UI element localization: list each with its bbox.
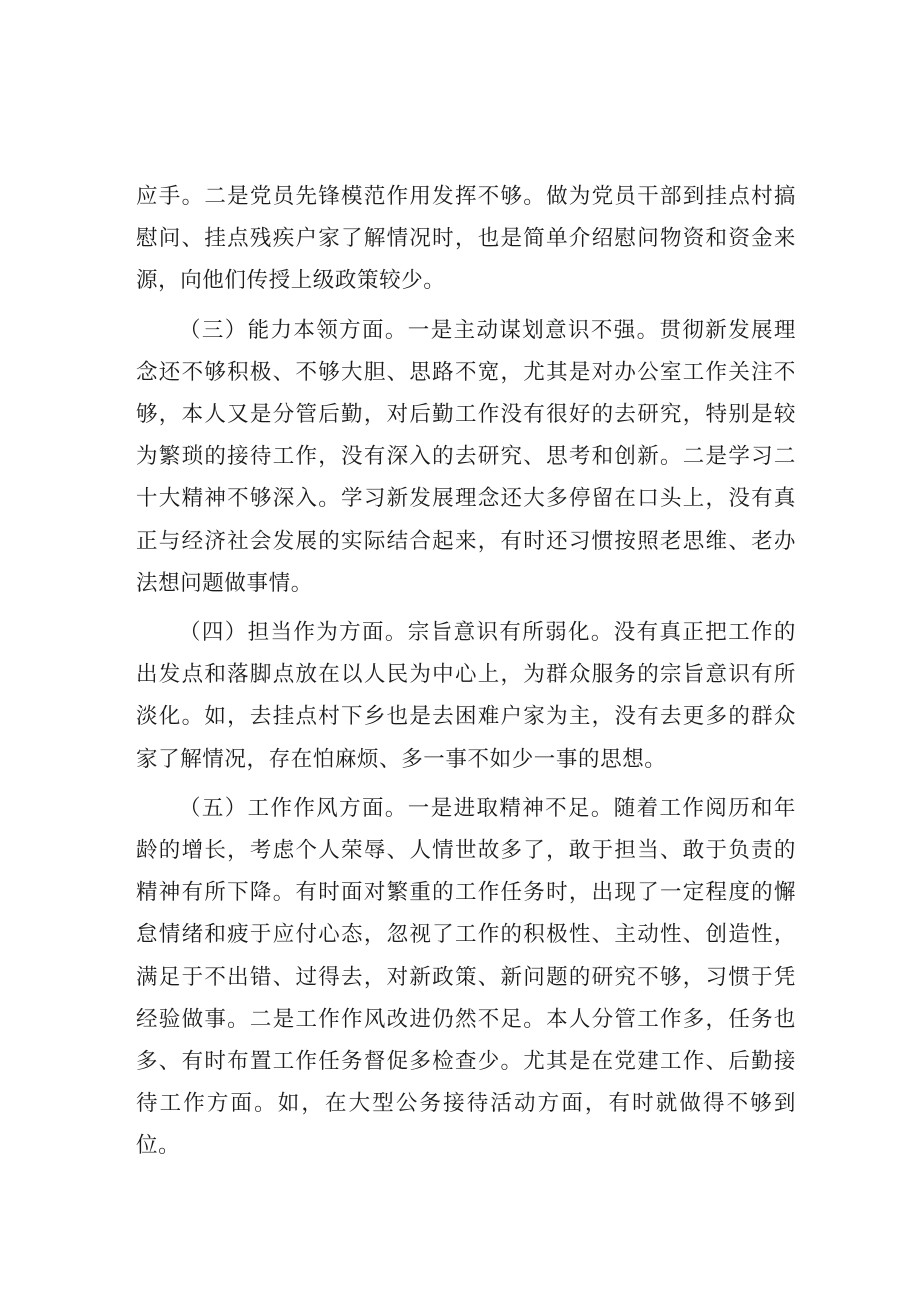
document-body	[136, 176, 796, 1175]
paragraph-work-style: （五）工作作风方面。一是进取精神不足。随着工作阅历和年龄的增长，考虑个人荣辱、人情世故多了，敢于担当、敢于负责的精神有所下降。有时面对繁重的工作任务时，出现了一定程度的懈怠情绪和疲于应付心态，忽视了工作的积极性、主动性、创造性，满足于不出错、过得去，对新政策、新问题的研究不够，习惯于凭经验做事。二是工作作风改进仍然不足。本人分管工作多，任务也多、有时布置工作任务督促多检查少。尤其是在党建工作、后勤接待工作方面。如，在大型公务接待活动方面，有时就做得不够到位。	[136, 795, 796, 1159]
paragraph-continuation: 应手。二是党员先锋模范作用发挥不够。做为党员干部到挂点村搞慰问、挂点残疾户家了解情况时，也是简单介绍慰问物资和资金来源，向他们传授上级政策较少。	[136, 184, 796, 294]
paragraph-responsibility: （四）担当作为方面。宗旨意识有所弱化。没有真正把工作的出发点和落脚点放在以人民为中心上，为群众服务的宗旨意识有所淡化。如，去挂点村下乡也是去困难户家为主，没有去更多的群众家了解情况，存在怕麻烦、多一事不如少一事的思想。	[136, 620, 796, 772]
paragraph-ability-skills: （三）能力本领方面。一是主动谋划意识不强。贯彻新发展理念还不够积极、不够大胆、思路不宽，尤其是对办公室工作关注不够，本人又是分管后勤，对后勤工作没有很好的去研究，特别是较为繁琐的接待工作，没有深入的去研究、思考和创新。二是学习二十大精神不够深入。学习新发展理念还大多停留在口头上，没有真正与经济社会发展的实际结合起来，有时还习惯按照老思维、老办法想问题做事情。	[136, 317, 796, 596]
